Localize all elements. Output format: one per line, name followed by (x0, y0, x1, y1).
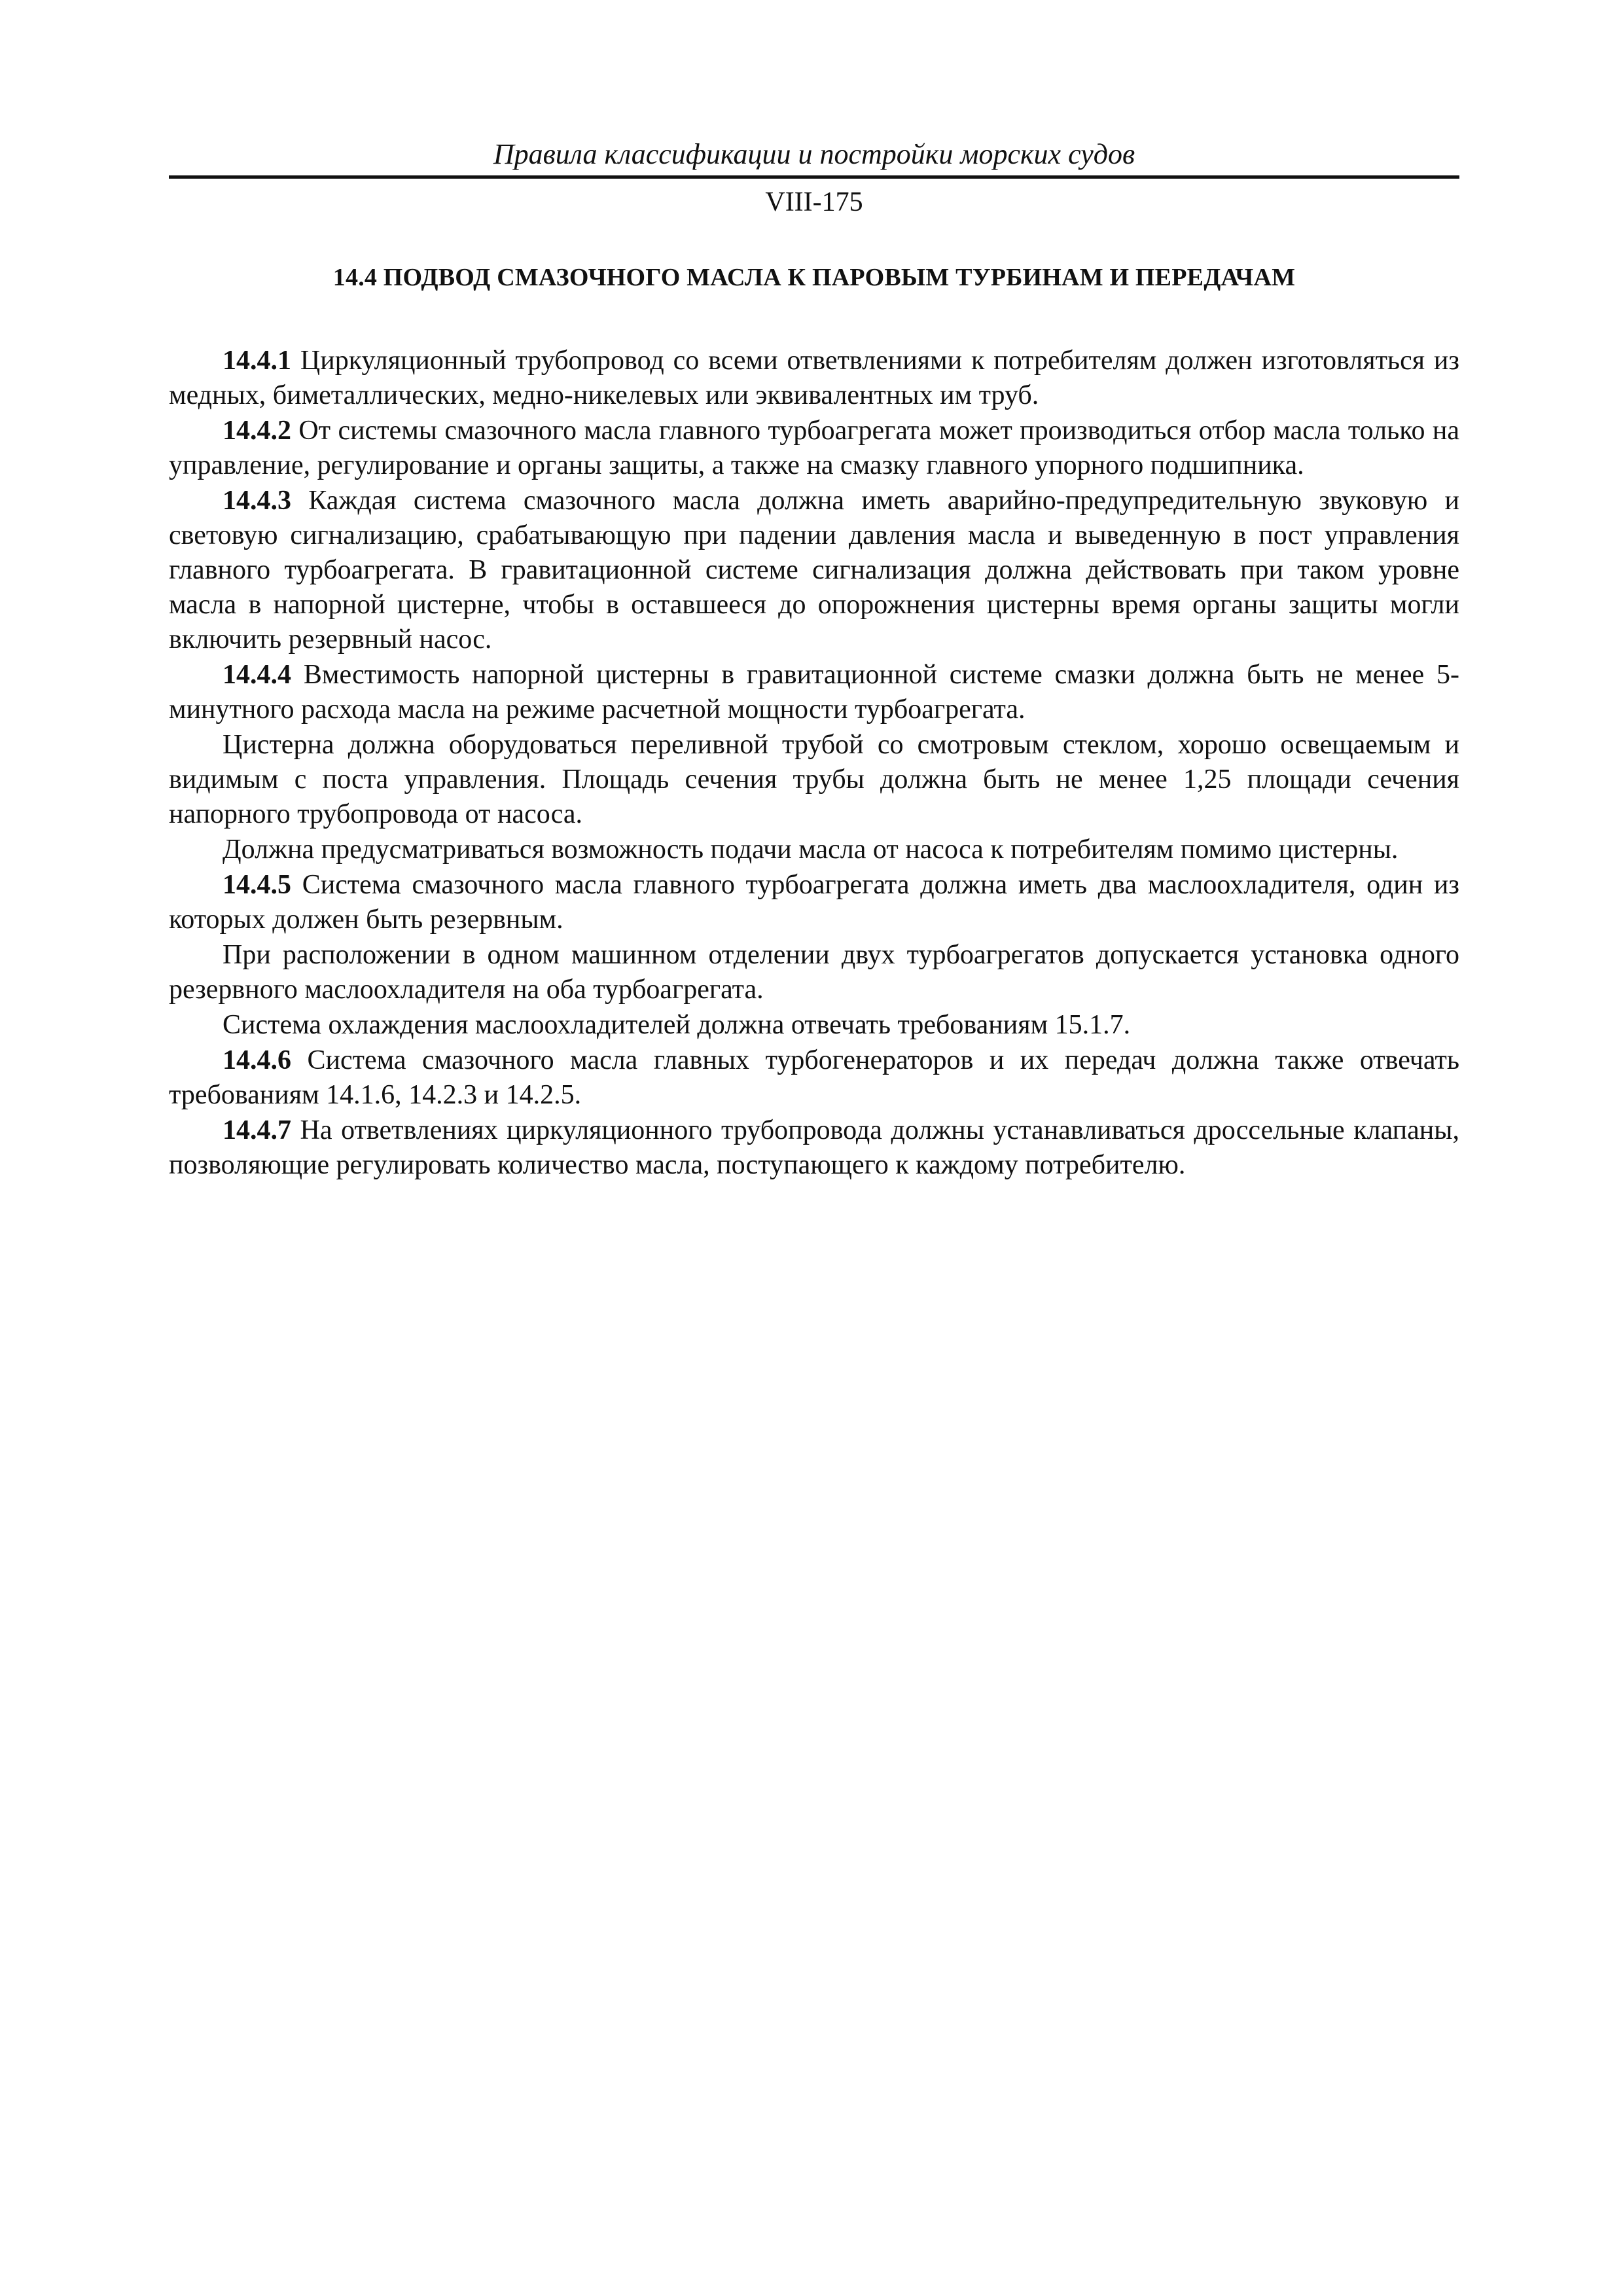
paragraph-14-4-7 (169, 1113, 1459, 1183)
paragraph-14-4-6 (169, 1043, 1459, 1113)
paragraph-reserve-cooler (169, 938, 1459, 1007)
paragraph-14-4-4 (169, 658, 1459, 727)
running-header: Правила классификации и постройки морских судов (493, 138, 1135, 170)
header-rule (169, 175, 1459, 179)
paragraph-text: Каждая система смазочного масла должна иметь аварийно-предупредительную звуковую и световую сигнализацию, срабатывающую при падении давления масла и выведенную в пост управления главного турбоагрегата. В гравитационной системе сигнализация должна действовать при таком уровне масла в напорной цистерне, чтобы в оставшееся до опорожнения цистерны время органы защиты могли включить резервный насос. (169, 486, 1459, 655)
paragraph-text: Должна предусматриваться возможность подачи масла от насоса к потребителям помимо цистерны. (223, 834, 1399, 865)
clause-number: 14.4.5 (223, 870, 291, 900)
paragraph-text: На ответвлениях циркуляционного трубопровода должны устанавливаться дроссельные клапаны, позволяющие регулировать количество масла, поступающего к каждому потребителю. (169, 1115, 1459, 1180)
clause-number: 14.4.4 (223, 660, 291, 690)
document-page (169, 136, 1459, 1183)
page-number: VIII-175 (765, 187, 863, 217)
clause-number: 14.4.2 (223, 416, 291, 446)
clause-number: 14.4.3 (223, 486, 291, 516)
paragraph-tank-overflow (169, 728, 1459, 832)
paragraph-pump-bypass (169, 833, 1459, 867)
clause-number: 14.4.1 (223, 346, 291, 376)
paragraph-text: Вместимость напорной цистерны в гравитационной системе смазки должна быть не менее 5-минутного расхода масла на режиме расчетной мощности турбоагрегата. (169, 660, 1459, 725)
paragraph-text: От системы смазочного масла главного турбоагрегата может производиться отбор масла только на управление, регулирование и органы защиты, а также на смазку главного упорного подшипника. (169, 416, 1459, 480)
paragraph-14-4-1 (169, 344, 1459, 413)
paragraph-text: Цистерна должна оборудоваться переливной трубой со смотровым стеклом, хорошо освещаемым и видимым с поста управления. Площадь сечения трубы должна быть не менее 1,25 площади сечения напорного трубопровода от насоса. (169, 730, 1459, 829)
paragraph-14-4-2 (169, 414, 1459, 483)
clause-number: 14.4.6 (223, 1045, 291, 1075)
paragraph-14-4-3 (169, 484, 1459, 657)
paragraph-text: Система смазочного масла главных турбогенераторов и их передач должна также отвечать требованиям 14.1.6, 14.2.3 и 14.2.5. (169, 1045, 1459, 1110)
paragraph-text: Система смазочного масла главного турбоагрегата должна иметь два маслоохладителя, один из которых должен быть резервным. (169, 870, 1459, 935)
paragraph-14-4-5 (169, 868, 1459, 937)
clause-number: 14.4.7 (223, 1115, 291, 1145)
section-title: 14.4 ПОДВОД СМАЗОЧНОГО МАСЛА К ПАРОВЫМ ТУРБИНАМ И ПЕРЕДАЧАМ (332, 264, 1296, 291)
paragraph-text: При расположении в одном машинном отделении двух турбоагрегатов допускается установка одного резервного маслоохладителя на оба турбоагрегата. (169, 940, 1459, 1005)
document-body (169, 344, 1459, 1183)
paragraph-text: Циркуляционный трубопровод со всеми ответвлениями к потребителям должен изготовляться из медных, биметаллических, медно-никелевых или эквивалентных им труб. (169, 346, 1459, 410)
paragraph-text: Система охлаждения маслоохладителей должна отвечать требованиям 15.1.7. (223, 1010, 1131, 1040)
paragraph-cooling-system (169, 1008, 1459, 1043)
